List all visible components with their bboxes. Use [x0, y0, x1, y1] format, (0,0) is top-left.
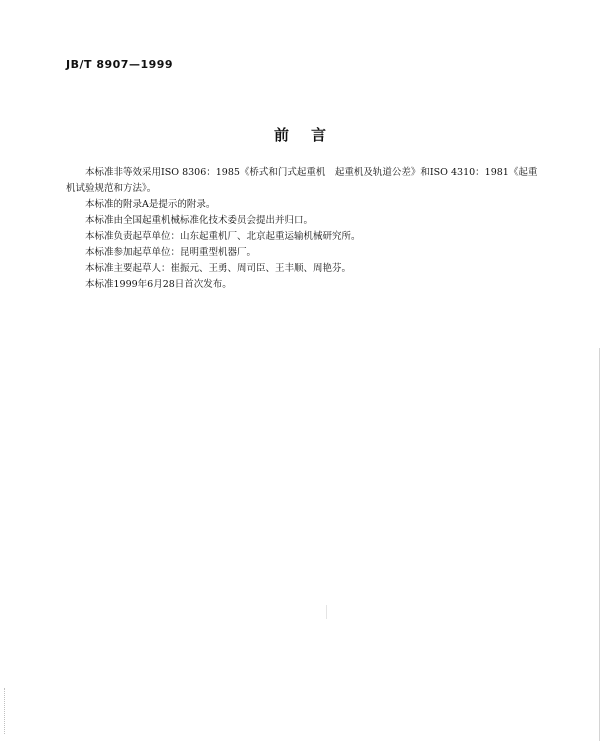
- foreword-heading: 前言: [273, 126, 348, 144]
- scan-margin-dots: [4, 688, 7, 734]
- paragraph-participating-unit: 本标准参加起草单位：昆明重型机器厂。: [85, 247, 257, 258]
- standard-number: JB/T 8907—1999: [66, 58, 174, 71]
- foreword-body: [66, 165, 542, 293]
- paragraph-release-date: 本标准1999年6月28日首次发布。: [85, 279, 232, 290]
- paragraph-adoption: 本标准非等效采用ISO 8306：1985《桥式和门式起重机 起重机及轨道公差》和ISO 4310：1981《起重机试验规范和方法》。: [66, 167, 538, 194]
- paragraph-drafting-unit: 本标准负责起草单位：山东起重机厂、北京起重运输机械研究所。: [85, 231, 361, 242]
- scan-artifact: [326, 605, 327, 619]
- paragraph-appendix: 本标准的附录A是提示的附录。: [85, 199, 216, 210]
- paragraph-drafters: 本标准主要起草人：崔振元、王勇、周司臣、王丰顺、周艳芬。: [85, 263, 352, 274]
- paragraph-proposer: 本标准由全国起重机械标准化技术委员会提出并归口。: [85, 215, 314, 226]
